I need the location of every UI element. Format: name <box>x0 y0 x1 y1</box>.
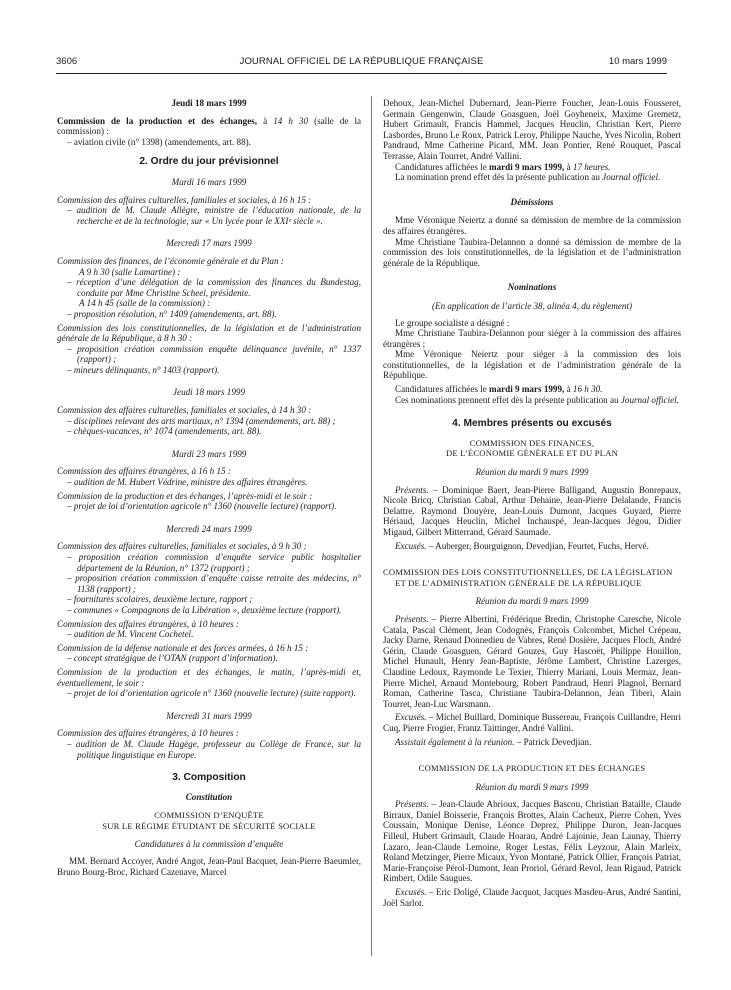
spacer <box>57 699 361 702</box>
nomination-effect <box>383 172 681 183</box>
meeting-date: Réunion du mardi 9 mars 1999 <box>475 596 589 607</box>
spacer <box>57 437 361 440</box>
journal-ref: Journal officiel. <box>620 394 679 405</box>
commission-title <box>383 438 681 459</box>
agenda-item: – proposition création commission enquête délinquance juvénile, n° 1337 (rapport) ; <box>67 343 361 365</box>
label: Présents. <box>395 613 429 624</box>
agenda-item: – mineurs délinquants, n° 1403 (rapport). <box>67 364 220 375</box>
candidates-list: MM. Bernard Accoyer, André Angot, Jean-Paul Bacquet, Jean-Pierre Baeumler, Bruno Bourg-Broc, Richard Cazenave, Marcel <box>57 856 361 877</box>
members-excused <box>383 541 681 552</box>
commission-title <box>383 763 681 774</box>
label: Présents. <box>395 799 429 810</box>
label: Excusés. <box>395 887 427 898</box>
date: mardi 9 mars 1999, <box>489 161 565 172</box>
agenda-item: – fournitures scolaires, deuxième lecture, rapport ; <box>67 594 253 605</box>
spacer <box>57 512 361 515</box>
commission-entry: Commission des affaires étrangères, à 10 heures : <box>57 728 239 739</box>
left-column <box>57 98 361 877</box>
commission-title <box>57 810 361 831</box>
meeting-date: Réunion du mardi 9 mars 1999 <box>475 467 589 478</box>
commission-title-line: DE L’ÉCONOMIE GÉNÉRALE ET DU PLAN <box>445 448 619 459</box>
day-heading: Mercredi 31 mars 1999 <box>166 710 252 721</box>
agenda-days <box>57 177 361 763</box>
agenda-item: – réception d’une délégation de la commission des finances du Bundestag, conduite par Mme Christine Scheel, présidente. <box>67 277 361 298</box>
text: Ces nominations prennent effet dès la présente publication au <box>395 394 621 405</box>
members-excused <box>383 712 681 733</box>
agenda-item: – communes « Compagnons de la Libération », deuxième lecture (rapport). <box>67 604 342 615</box>
agenda-item: – disciplines relevant des arts martiaux, n° 1394 (amendements, art. 88) ; <box>67 415 336 426</box>
commission-entry: Commission des affaires étrangères, à 10 heures : <box>57 618 239 629</box>
day-heading: Mardi 23 mars 1999 <box>171 448 247 459</box>
date: mardi 9 mars 1999, <box>489 384 565 395</box>
subsection-heading: Démissions <box>510 196 554 207</box>
commission-entry: Commission des affaires étrangères, à 16 h 15 : <box>57 466 231 477</box>
subsection-heading: Constitution <box>185 791 233 802</box>
members-present <box>383 614 681 709</box>
agenda-item: – audition de M. Hubert Védrine, ministre des affaires étrangères. <box>67 477 308 488</box>
attendance-commissions <box>383 438 681 908</box>
text: à <box>564 161 573 172</box>
commission-title-line: COMMISSION DES FINANCES, <box>469 437 595 448</box>
resignation: Mme Christiane Taubira-Delannon a donné sa démission de membre de la commission des lois constitutionnelles, de la législation et de l’administration générale de la République. <box>383 236 681 268</box>
commission-entry: Commission de la défense nationale et des forces armées, à 16 h 15 : <box>57 642 309 653</box>
issue-date: 10 mars 1999 <box>608 56 667 67</box>
session-time: A 14 h 45 (salle de la commission) : <box>79 298 211 309</box>
members-excused <box>383 887 681 908</box>
names: – Michel Buillard, Dominique Bussereau, François Cuillandre, Henri Cuq, Pierre Frogier, Frantz Taittinger, André Vallini. <box>383 712 681 733</box>
agenda-item: – proposition création commission d’enquête service public hospitalier département de la Réunion, n° 1372 (rapport) ; <box>67 552 361 573</box>
journal-ref: Journal officiel. <box>602 172 661 183</box>
members-present <box>383 485 681 538</box>
also-attending <box>383 737 681 748</box>
agenda-item: – projet de loi d’orientation agricole n° 1360 (nouvelle lecture) (rapport). <box>67 501 337 512</box>
day-heading: Mercredi 24 mars 1999 <box>166 523 252 534</box>
column-divider <box>371 96 372 956</box>
names: – Patrick Devedjian. <box>514 736 592 747</box>
commission-entry <box>57 116 361 137</box>
right-column <box>383 98 681 908</box>
commission-entry: Commission de la production et des échanges, l’après-midi et le soir : <box>57 490 313 501</box>
commission-entry: Commission des affaires culturelles, familiales et sociales, à 16 h 15 : <box>57 194 312 205</box>
commission-entry: Commission de la production et des échanges, le matin, l’après-midi et, éventuellement, le soir : <box>57 666 361 688</box>
day-heading: Mercredi 17 mars 1999 <box>166 238 252 249</box>
time: 17 heures. <box>572 161 611 172</box>
meeting-date: Réunion du mardi 9 mars 1999 <box>475 781 589 792</box>
section-title: 2. Ordre du jour prévisionnel <box>139 156 279 168</box>
agenda-item: – projet de loi d’orientation agricole n° 1360 (nouvelle lecture) (suite rapport). <box>67 688 356 699</box>
day-heading: Jeudi 18 mars 1999 <box>173 387 245 398</box>
commission-entry: Commission des finances, de l’économie générale et du Plan : <box>57 255 284 266</box>
agenda-item: – aviation civile (n° 1398) (amendements, art. 88). <box>67 136 251 147</box>
label: Présents. <box>395 484 429 495</box>
agenda-item: – audition de M. Claude Hagège, professeur au Collège de France, sur la politique linguistique en Europe. <box>67 738 361 760</box>
nominations-effect <box>383 395 681 406</box>
time: 14 h 30 <box>273 115 309 126</box>
names: – Jean-Claude Abrioux, Jacques Bascou, Christian Bataille, Claude Birraux, Daniel Boisserie, François Brottes, Alain Cacheux, Pierre Cohen, Yves Coussain, Monique Denise, Léonce Deprez, Philippe Duron, Jean-Jacques Filleul, Hubert Grimault, Claude Hoarau, André Lajoinie, Jean Launay, Thierry Lazaro, Jean-Claude Lemoine, Roger Lestas, Félix Leyzour, Alain Marleix, Roland Metzinger, Pierre Micaux, Yvon Montané, Patrick Ollier, François Patriat, Marie-Françoise Pérol-Dumont, Jean Proriol, Gérard Revol, Jean Rigaud, Patrick Rimbert, Odile Saugues. <box>383 799 681 884</box>
commission-entry: Commission des affaires culturelles, familiales et sociales, à 9 h 30 : <box>57 541 307 552</box>
text: à <box>564 384 573 395</box>
label: Excusés. <box>395 712 427 723</box>
commission-title-line: COMMISSION DE LA PRODUCTION ET DES ÉCHANGES <box>418 763 646 774</box>
commission-title <box>383 567 681 588</box>
page-number: 3606 <box>56 56 78 67</box>
commission-title-line: COMMISSION D’ENQUÊTE <box>154 810 264 821</box>
nomination-line: Mme Véronique Neiertz pour siéger à la commission des lois constitutionnelles, de la législation et de l’administration générale de la République. <box>383 349 681 381</box>
agenda-item: – concept stratégique de l’OTAN (rapport d’information). <box>67 653 278 664</box>
candidates-list-continued: Dehoux, Jean-Michel Dubernard, Jean-Pierre Foucher, Jean-Louis Fousseret, Germain Gengenwin, Claude Goasguen, Joël Goyheneix, Maxime Gremetz, Hubert Grimault, Francis Hammel, Jacques Heuclin, Christian Kert, Pierre Lasbordes, Bruno Le Roux, Patrick Leroy, Philippe Nauche, Yves Nicolin, Robert Pandraud, Mme Catherine Picard, MM. Jean Pontier, René Rouquet, Pascal Terrasse, Alain Tourret, André Vallini. <box>383 98 681 161</box>
text: (salle de la commission) : <box>57 115 362 137</box>
agenda-item: – audition de M. Vincent Cochetel. <box>67 629 194 640</box>
section-title: 4. Membres présents ou excusés <box>452 418 612 430</box>
members-present <box>383 799 681 884</box>
label: Excusés. <box>395 540 427 551</box>
nomination-line: Mme Christiane Taubira-Delannon pour siéger à la commission des affaires étrangères ; <box>383 328 681 349</box>
label: Assistait également à la réunion. <box>395 736 515 747</box>
text: Candidatures affichées le <box>395 161 490 172</box>
time: 16 h 30. <box>572 384 603 395</box>
names: – Dominique Baert, Jean-Pierre Balligand, Augustin Bonrepaux, Nicole Bricq, Christian Cabal, Arthur Dehaine, Jean-Pierre Delalande, Francis Delattre, Raymond Douyère, Jean-Louis Dumont, Jacques Guyard, Pierre Hériaud, Jacques Heuclin, Michel Inchauspé, Jean-Jacques Jégou, Didier Migaud, Gilbert Mitterrand, Gérard Saumade. <box>383 484 681 537</box>
day-heading: Mardi 16 mars 1999 <box>171 176 247 187</box>
resignation: Mme Véronique Neiertz a donné sa démission de membre de la commission des affaires étrangères. <box>383 215 681 236</box>
session-time: A 9 h 30 (salle Lamartine) : <box>79 266 181 277</box>
text: La nomination prend effet dès la présente publication au <box>395 172 603 183</box>
commission-title-line: SUR LE RÉGIME ÉTUDIANT DE SÉCURITÉ SOCIALE <box>102 820 316 831</box>
agenda-item: – chèques-vacances, n° 1074 (amendements, art. 88). <box>67 426 262 437</box>
names: – Pierre Albertini, Frédérique Bredin, Christophe Caresche, Nicole Catala, Pascal Clément, Jean Codognès, François Colcombet, Michel Crépeau, Jacky Darne, Renaud Donnedieu de Vabres, René Dosière, Jacques Floch, André Gérin, Claude Goasguen, Gérard Gouzes, Guy Hascoët, Philippe Houillon, Michel Hunault, Henry Jean-Baptiste, Jérôme Lambert, Christine Lazerges, Claudine Ledoux, Raymonde Le Texier, Thierry Mariani, Louis Mermaz, Jean-Pierre Michel, Arnaud Montebourg, Robert Pandraud, Henri Plagnol, Bernard Roman, Catherine Tasca, Christiane Taubira-Delannon, Jean Tiberi, Alain Tourret, Jean-Luc Warsmann. <box>383 613 681 709</box>
commission-title-line: COMMISSION DES LOIS CONSTITUTIONNELLES, DE LA LÉGISLATION ET DE L’ADMINISTRATION GÉNÉRALE DE LA RÉPUBLIQUE <box>383 567 673 588</box>
regulation-reference: (En application de l’article 38, alinéa 4, du règlement) <box>431 300 633 311</box>
names: – Eric Doligé, Claude Jacquot, Jacques Masdeu-Arus, André Santini, Joël Sarlot. <box>383 887 681 908</box>
page-header <box>56 50 667 72</box>
text: Candidatures affichées le <box>395 384 490 395</box>
spacer <box>57 375 361 378</box>
header-rule <box>56 73 667 74</box>
text: à <box>257 115 274 126</box>
spacer <box>57 760 361 763</box>
journal-title: JOURNAL OFFICIEL DE LA RÉPUBLIQUE FRANÇAISE <box>239 56 484 67</box>
agenda-item: – audition de M. Claude Allègre, ministre de l’éducation nationale, de la recherche et de la technologie, sur « Un lycée pour le XXIᵉ siècle ». <box>67 205 361 226</box>
names: – Auberger, Bourguignon, Devedjian, Feurtet, Fuchs, Hervé. <box>426 540 649 551</box>
agenda-item: – proposition résolution, n° 1409 (amendements, art. 88). <box>67 308 277 319</box>
candidatures-posted <box>383 162 681 173</box>
day-heading: Jeudi 18 mars 1999 <box>171 98 247 108</box>
commission-entry: Commission des lois constitutionnelles, de la législation et de l’administration générale de la République, à 8 h 30 : <box>57 322 361 344</box>
commission-entry: Commission des affaires culturelles, familiales et sociales, à 14 h 30 : <box>57 405 312 416</box>
candidatures-posted <box>383 384 681 395</box>
commission-name: Commission de la production et des échanges, <box>57 115 258 126</box>
nomination-line: Le groupe socialiste a désigné : <box>395 317 510 328</box>
candidatures-heading: Candidatures à la commission d’enquête <box>134 839 284 850</box>
spacer <box>57 226 361 229</box>
subsection-heading: Nominations <box>507 282 557 293</box>
section-title: 3. Composition <box>172 772 246 784</box>
agenda-item: – proposition création commission d’enquête caisse retraite des médecins, n° 1138 (rapport) ; <box>67 573 361 594</box>
